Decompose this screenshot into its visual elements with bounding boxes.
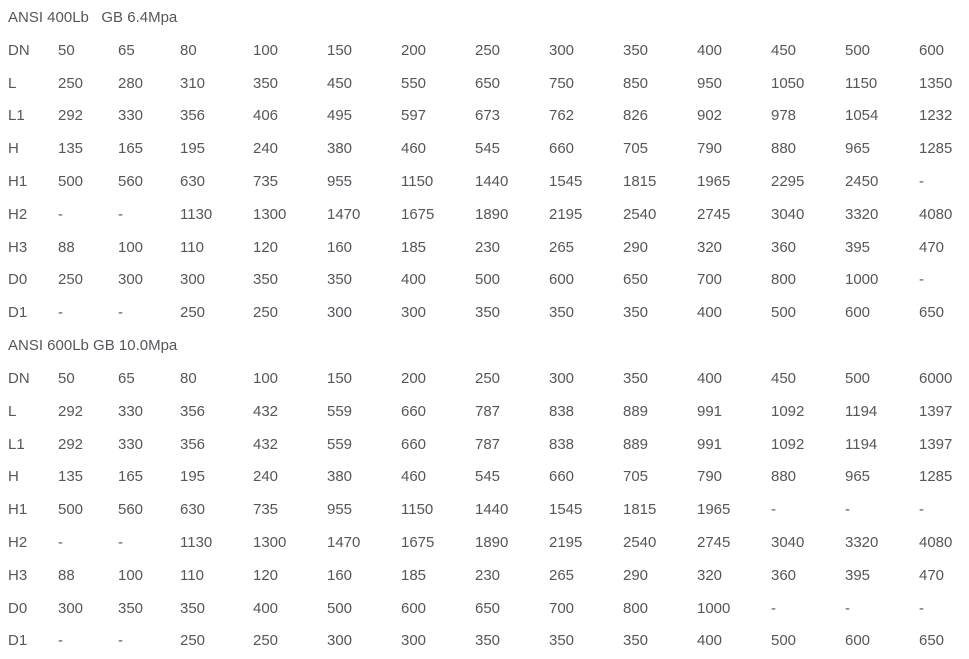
cell-value: 550: [401, 74, 427, 92]
cell-value: 3040: [771, 534, 805, 552]
cell-value: -: [845, 501, 850, 519]
table-row: [8, 428, 964, 461]
table-row: [8, 264, 964, 297]
cell-value: 495: [327, 107, 353, 125]
cell-value: 965: [845, 468, 871, 486]
cell-value: 1397: [919, 435, 953, 453]
table-section-ansi-400lb: [8, 1, 969, 329]
cell-value: 545: [475, 140, 501, 158]
cell-value: 350: [118, 599, 144, 617]
cell-value: 1194: [845, 435, 878, 453]
cell-value: 1675: [401, 205, 435, 223]
cell-value: 790: [697, 468, 723, 486]
cell-value: 955: [327, 173, 353, 191]
cell-value: 650: [475, 74, 501, 92]
cell-value: 787: [475, 435, 501, 453]
cell-value: 160: [327, 238, 353, 256]
cell-value: 955: [327, 501, 353, 519]
cell-value: 250: [253, 304, 279, 322]
cell-value: 400: [697, 41, 723, 59]
cell-value: -: [118, 632, 123, 650]
cell-value: 195: [180, 140, 206, 158]
cell-value: 660: [549, 468, 575, 486]
cell-value: 630: [180, 501, 206, 519]
cell-value: 110: [180, 566, 204, 584]
cell-value: 500: [845, 370, 871, 388]
cell-value: 240: [253, 140, 279, 158]
cell-value: -: [58, 205, 63, 223]
cell-value: 1054: [845, 107, 879, 125]
cell-value: 650: [919, 632, 945, 650]
cell-value: 135: [58, 140, 84, 158]
cell-value: 250: [253, 632, 279, 650]
cell-value: 300: [401, 632, 427, 650]
cell-value: 230: [475, 566, 501, 584]
table-row: [8, 461, 964, 494]
cell-value: 1130: [180, 534, 213, 552]
cell-value: 320: [697, 238, 723, 256]
cell-value: 100: [253, 41, 279, 59]
cell-value: 1300: [253, 205, 287, 223]
table-row: [8, 132, 964, 165]
cell-value: 735: [253, 173, 279, 191]
cell-value: 460: [401, 468, 427, 486]
cell-value: -: [118, 205, 123, 223]
cell-value: 120: [253, 566, 279, 584]
cell-value: 185: [401, 238, 427, 256]
cell-value: 880: [771, 468, 797, 486]
cell-value: 560: [118, 173, 144, 191]
cell-value: 4080: [919, 534, 953, 552]
cell-value: 150: [327, 41, 353, 59]
cell-value: 165: [118, 140, 144, 158]
cell-value: 1285: [919, 468, 953, 486]
cell-value: 330: [118, 435, 144, 453]
cell-value: 1965: [697, 173, 731, 191]
cell-value: 400: [401, 271, 427, 289]
cell-value: 432: [253, 435, 279, 453]
cell-value: 4080: [919, 205, 953, 223]
table-row: [8, 592, 964, 625]
cell-value: 1440: [475, 173, 509, 191]
cell-value: 360: [771, 238, 797, 256]
cell-value: 660: [401, 402, 427, 420]
cell-value: 200: [401, 370, 427, 388]
cell-value: 400: [697, 304, 723, 322]
cell-value: 790: [697, 140, 723, 158]
cell-value: 1050: [771, 74, 805, 92]
cell-value: 88: [58, 238, 75, 256]
cell-value: 2745: [697, 205, 731, 223]
cell-value: 50: [58, 41, 75, 59]
cell-value: 1232: [919, 107, 953, 125]
table-row: [8, 296, 964, 329]
cell-value: 290: [623, 238, 649, 256]
cell-value: 1545: [549, 173, 583, 191]
cell-value: 395: [845, 566, 871, 584]
row-label: L1: [8, 435, 25, 453]
table-row: [8, 625, 964, 658]
cell-value: 2195: [549, 534, 583, 552]
cell-value: 1350: [919, 74, 953, 92]
cell-value: 300: [58, 599, 84, 617]
cell-value: 350: [180, 599, 206, 617]
cell-value: 705: [623, 140, 649, 158]
cell-value: 350: [475, 304, 501, 322]
cell-value: 230: [475, 238, 501, 256]
row-label: D1: [8, 304, 28, 322]
cell-value: 100: [118, 238, 144, 256]
row-label: H3: [8, 566, 28, 584]
cell-value: 838: [549, 402, 575, 420]
cell-value: 1150: [845, 74, 878, 92]
cell-value: -: [58, 534, 63, 552]
dimensions-table-ansi-400lb: [8, 34, 964, 329]
cell-value: -: [919, 173, 924, 191]
row-label: H2: [8, 534, 28, 552]
cell-value: 500: [58, 501, 84, 519]
cell-value: 1000: [845, 271, 879, 289]
cell-value: 265: [549, 238, 575, 256]
cell-value: 700: [549, 599, 575, 617]
cell-value: 2540: [623, 205, 657, 223]
row-label: L: [8, 74, 17, 92]
cell-value: 450: [771, 370, 797, 388]
table-row: [8, 395, 964, 428]
cell-value: 460: [401, 140, 427, 158]
cell-value: 1130: [180, 205, 213, 223]
table-row: [8, 34, 964, 67]
cell-value: 310: [180, 74, 206, 92]
table-row: [8, 67, 964, 100]
cell-value: 265: [549, 566, 575, 584]
cell-value: 250: [58, 74, 84, 92]
cell-value: 300: [401, 304, 427, 322]
cell-value: 500: [475, 271, 501, 289]
cell-value: -: [919, 599, 924, 617]
row-label: H1: [8, 501, 28, 519]
cell-value: 559: [327, 402, 353, 420]
cell-value: 650: [623, 271, 649, 289]
cell-value: 978: [771, 107, 797, 125]
cell-value: -: [771, 599, 776, 617]
row-label: H: [8, 468, 19, 486]
cell-value: 300: [549, 41, 575, 59]
cell-value: 110: [180, 238, 204, 256]
cell-value: 65: [118, 370, 135, 388]
cell-value: 300: [549, 370, 575, 388]
cell-value: 80: [180, 370, 197, 388]
cell-value: 200: [401, 41, 427, 59]
cell-value: 165: [118, 468, 144, 486]
cell-value: 356: [180, 435, 206, 453]
cell-value: 500: [771, 304, 797, 322]
table-row: [8, 231, 964, 264]
table-row: [8, 100, 964, 133]
row-label: H3: [8, 238, 28, 256]
cell-value: 250: [58, 271, 84, 289]
table-title-ansi-400lb: ANSI 400Lb GB 6.4Mpa: [8, 9, 178, 26]
cell-value: 280: [118, 74, 144, 92]
cell-value: 380: [327, 468, 353, 486]
cell-value: 395: [845, 238, 871, 256]
table-section-ansi-600lb: [8, 329, 969, 657]
cell-value: 360: [771, 566, 797, 584]
cell-value: 650: [919, 304, 945, 322]
cell-value: 1194: [845, 402, 878, 420]
cell-value: 6000: [919, 370, 953, 388]
cell-value: 1000: [697, 599, 731, 617]
cell-value: 660: [401, 435, 427, 453]
cell-value: 432: [253, 402, 279, 420]
cell-value: 660: [549, 140, 575, 158]
cell-value: 597: [401, 107, 427, 125]
cell-value: 1470: [327, 534, 361, 552]
cell-value: 150: [327, 370, 353, 388]
cell-value: 400: [697, 632, 723, 650]
cell-value: 1675: [401, 534, 435, 552]
cell-value: 1815: [623, 173, 657, 191]
cell-value: 195: [180, 468, 206, 486]
cell-value: 2540: [623, 534, 657, 552]
cell-value: 902: [697, 107, 723, 125]
cell-value: 400: [697, 370, 723, 388]
cell-value: 500: [845, 41, 871, 59]
cell-value: 330: [118, 107, 144, 125]
cell-value: 1092: [771, 402, 805, 420]
cell-value: 400: [253, 599, 279, 617]
cell-value: 350: [623, 41, 649, 59]
cell-value: 673: [475, 107, 501, 125]
cell-value: 500: [327, 599, 353, 617]
cell-value: 3320: [845, 205, 879, 223]
cell-value: 250: [475, 370, 501, 388]
cell-value: 250: [180, 632, 206, 650]
cell-value: 1965: [697, 501, 731, 519]
cell-value: 380: [327, 140, 353, 158]
cell-value: 700: [697, 271, 723, 289]
cell-value: 991: [697, 402, 723, 420]
cell-value: 88: [58, 566, 75, 584]
cell-value: 850: [623, 74, 649, 92]
cell-value: 1890: [475, 534, 509, 552]
cell-value: 350: [253, 74, 279, 92]
cell-value: 500: [771, 632, 797, 650]
row-label: D0: [8, 271, 28, 289]
cell-value: 300: [118, 271, 144, 289]
cell-value: -: [919, 501, 924, 519]
table-row: [8, 362, 964, 395]
cell-value: 950: [697, 74, 723, 92]
cell-value: 500: [58, 173, 84, 191]
cell-value: 120: [253, 238, 279, 256]
row-label: H1: [8, 173, 28, 191]
cell-value: 135: [58, 468, 84, 486]
cell-value: 3320: [845, 534, 879, 552]
cell-value: 889: [623, 435, 649, 453]
cell-value: 250: [180, 304, 206, 322]
cell-value: 292: [58, 107, 84, 125]
cell-value: -: [58, 632, 63, 650]
cell-value: 1440: [475, 501, 509, 519]
cell-value: 800: [771, 271, 797, 289]
cell-value: 800: [623, 599, 649, 617]
cell-value: 2450: [845, 173, 879, 191]
cell-value: 1150: [401, 501, 434, 519]
cell-value: 470: [919, 566, 945, 584]
cell-value: 559: [327, 435, 353, 453]
cell-value: 1300: [253, 534, 287, 552]
cell-value: 735: [253, 501, 279, 519]
row-label: L: [8, 402, 17, 420]
cell-value: -: [771, 501, 776, 519]
cell-value: 290: [623, 566, 649, 584]
cell-value: 292: [58, 402, 84, 420]
table-row: [8, 559, 964, 592]
table-row: [8, 526, 964, 559]
cell-value: 650: [475, 599, 501, 617]
row-label: H2: [8, 205, 28, 223]
cell-value: 240: [253, 468, 279, 486]
cell-value: 350: [475, 632, 501, 650]
row-label: L1: [8, 107, 25, 125]
cell-value: -: [118, 304, 123, 322]
cell-value: 560: [118, 501, 144, 519]
table-row: [8, 165, 964, 198]
cell-value: 100: [253, 370, 279, 388]
cell-value: 2195: [549, 205, 583, 223]
cell-value: 1150: [401, 173, 434, 191]
row-label: D0: [8, 599, 28, 617]
cell-value: 350: [623, 370, 649, 388]
cell-value: 185: [401, 566, 427, 584]
cell-value: 1545: [549, 501, 583, 519]
cell-value: 1815: [623, 501, 657, 519]
cell-value: 762: [549, 107, 575, 125]
cell-value: 600: [845, 304, 871, 322]
cell-value: 356: [180, 107, 206, 125]
cell-value: 889: [623, 402, 649, 420]
cell-value: 80: [180, 41, 197, 59]
cell-value: 838: [549, 435, 575, 453]
cell-value: 991: [697, 435, 723, 453]
cell-value: 470: [919, 238, 945, 256]
cell-value: 320: [697, 566, 723, 584]
cell-value: 750: [549, 74, 575, 92]
cell-value: 600: [845, 632, 871, 650]
cell-value: 545: [475, 468, 501, 486]
cell-value: 787: [475, 402, 501, 420]
cell-value: 450: [771, 41, 797, 59]
table-row: [8, 493, 964, 526]
cell-value: 65: [118, 41, 135, 59]
cell-value: 292: [58, 435, 84, 453]
cell-value: 2295: [771, 173, 805, 191]
cell-value: 630: [180, 173, 206, 191]
cell-value: 450: [327, 74, 353, 92]
cell-value: 406: [253, 107, 279, 125]
cell-value: 1470: [327, 205, 361, 223]
cell-value: 1285: [919, 140, 953, 158]
row-label: DN: [8, 370, 30, 388]
cell-value: 350: [623, 304, 649, 322]
cell-value: 880: [771, 140, 797, 158]
cell-value: 350: [327, 271, 353, 289]
cell-value: -: [919, 271, 924, 289]
cell-value: 826: [623, 107, 649, 125]
cell-value: 100: [118, 566, 144, 584]
cell-value: 600: [549, 271, 575, 289]
table-row: [8, 198, 964, 231]
cell-value: -: [58, 304, 63, 322]
cell-value: 600: [401, 599, 427, 617]
cell-value: 300: [327, 632, 353, 650]
cell-value: 350: [623, 632, 649, 650]
cell-value: -: [845, 599, 850, 617]
row-label: H: [8, 140, 19, 158]
cell-value: 300: [327, 304, 353, 322]
cell-value: 1092: [771, 435, 805, 453]
cell-value: 250: [475, 41, 501, 59]
dimensions-table-ansi-600lb: [8, 362, 964, 657]
table-title-ansi-600lb: ANSI 600Lb GB 10.0Mpa: [8, 337, 178, 355]
cell-value: 356: [180, 402, 206, 420]
cell-value: 600: [919, 41, 945, 59]
cell-value: 50: [58, 370, 75, 388]
cell-value: 160: [327, 566, 353, 584]
cell-value: 2745: [697, 534, 731, 552]
cell-value: 1890: [475, 205, 509, 223]
cell-value: -: [118, 534, 123, 552]
cell-value: 330: [118, 402, 144, 420]
cell-value: 1397: [919, 402, 953, 420]
cell-value: 965: [845, 140, 871, 158]
row-label: D1: [8, 632, 28, 650]
cell-value: 705: [623, 468, 649, 486]
cell-value: 350: [253, 271, 279, 289]
cell-value: 300: [180, 271, 206, 289]
row-label: DN: [8, 41, 30, 59]
cell-value: 350: [549, 632, 575, 650]
cell-value: 3040: [771, 205, 805, 223]
cell-value: 350: [549, 304, 575, 322]
